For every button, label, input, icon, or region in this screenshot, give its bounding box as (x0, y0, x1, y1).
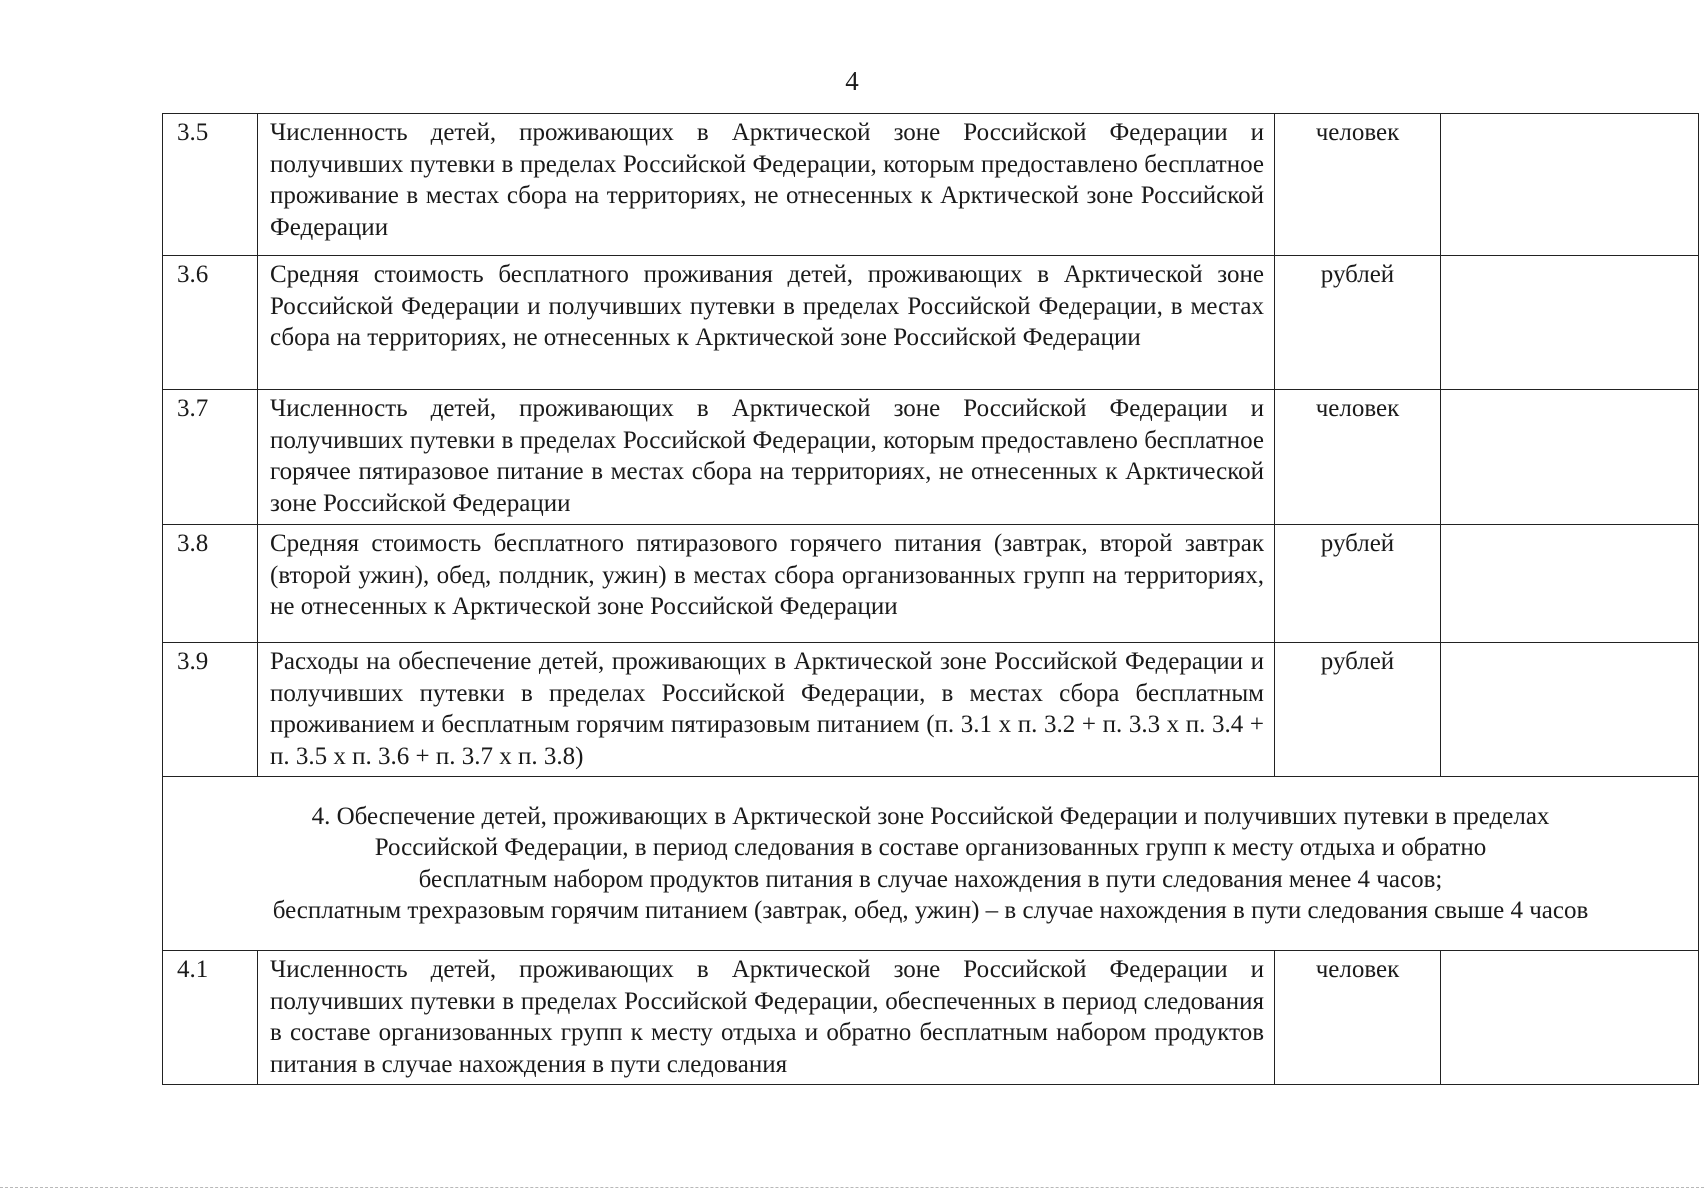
table-row (163, 525, 1699, 643)
section-heading-line: бесплатным трехразовым горячим питанием (завтрак, обед, ужин) – в случае нахождения в пути следования свыше 4 часов (272, 897, 1589, 924)
row-value (1441, 114, 1699, 256)
row-value (1441, 256, 1699, 390)
section-heading-line: 4. Обеспечение детей, проживающих в Арктической зоне Российской Федерации и получивших путевки в пределах (311, 802, 1550, 830)
row-unit: человек (1275, 951, 1441, 1085)
section-heading-row (163, 777, 1699, 951)
row-number: 3.7 (163, 390, 258, 525)
row-unit: рублей (1275, 525, 1441, 643)
row-description: Численность детей, проживающих в Арктической зоне Российской Федерации и получивших путевки в пределах Российской Федерации, которым предоставлено бесплатное горячее пятиразовое питание в местах сбора на территориях, не отнесенных к Арктической зоне Российской Федерации (258, 390, 1275, 525)
row-unit: рублей (1275, 643, 1441, 777)
row-number: 3.5 (163, 114, 258, 256)
table-row (163, 951, 1699, 1085)
indicators-table (162, 113, 1699, 1085)
table-row (163, 256, 1699, 390)
section-heading-line: Российской Федерации, в период следования в составе организованных групп к месту отдыха и обратно (374, 834, 1487, 861)
row-description: Расходы на обеспечение детей, проживающих в Арктической зоне Российской Федерации и получивших путевки в пределах Российской Федерации, в местах сбора бесплатным проживанием и бесплатным горячим пятиразовым питанием (п. 3.1 х п. 3.2 + п. 3.3 х п. 3.4 + п. 3.5 х п. 3.6 + п. 3.7 х п. 3.8) (258, 643, 1275, 777)
row-description: Численность детей, проживающих в Арктической зоне Российской Федерации и получивших путевки в пределах Российской Федерации, которым предоставлено бесплатное проживание в местах сбора на территориях, не отнесенных к Арктической зоне Российской Федерации (258, 114, 1275, 256)
section-heading-line: бесплатным набором продуктов питания в случае нахождения в пути следования менее 4 часов; (418, 865, 1443, 893)
page-number: 4 (845, 66, 859, 96)
row-description: Средняя стоимость бесплатного проживания детей, проживающих в Арктической зоне Российской Федерации и получивших путевки в пределах Российской Федерации, в местах сбора на территориях, не отнесенных к Арктической зоне Российской Федерации (258, 256, 1275, 390)
table-row (163, 643, 1699, 777)
row-value (1441, 525, 1699, 643)
row-number: 3.6 (163, 256, 258, 390)
page-fold-divider (0, 1187, 1704, 1188)
row-number: 4.1 (163, 951, 258, 1085)
row-number: 3.9 (163, 643, 258, 777)
row-value (1441, 643, 1699, 777)
row-number: 3.8 (163, 525, 258, 643)
row-unit: человек (1275, 390, 1441, 525)
row-unit: рублей (1275, 256, 1441, 390)
table-row (163, 390, 1699, 525)
row-description: Средняя стоимость бесплатного пятиразового горячего питания (завтрак, второй завтрак (второй ужин), обед, полдник, ужин) в местах сбора организованных групп на территориях, не отнесенных к Арктической зоне Российской Федерации (258, 525, 1275, 643)
row-value (1441, 390, 1699, 525)
row-description: Численность детей, проживающих в Арктической зоне Российской Федерации и получивших путевки в пределах Российской Федерации, обеспеченных в период следования в составе организованных групп к месту отдыха и обратно бесплатным набором продуктов питания в случае нахождения в пути следования (258, 951, 1275, 1085)
section-heading (163, 777, 1699, 951)
row-value (1441, 951, 1699, 1085)
row-unit: человек (1275, 114, 1441, 256)
table-row (163, 114, 1699, 256)
